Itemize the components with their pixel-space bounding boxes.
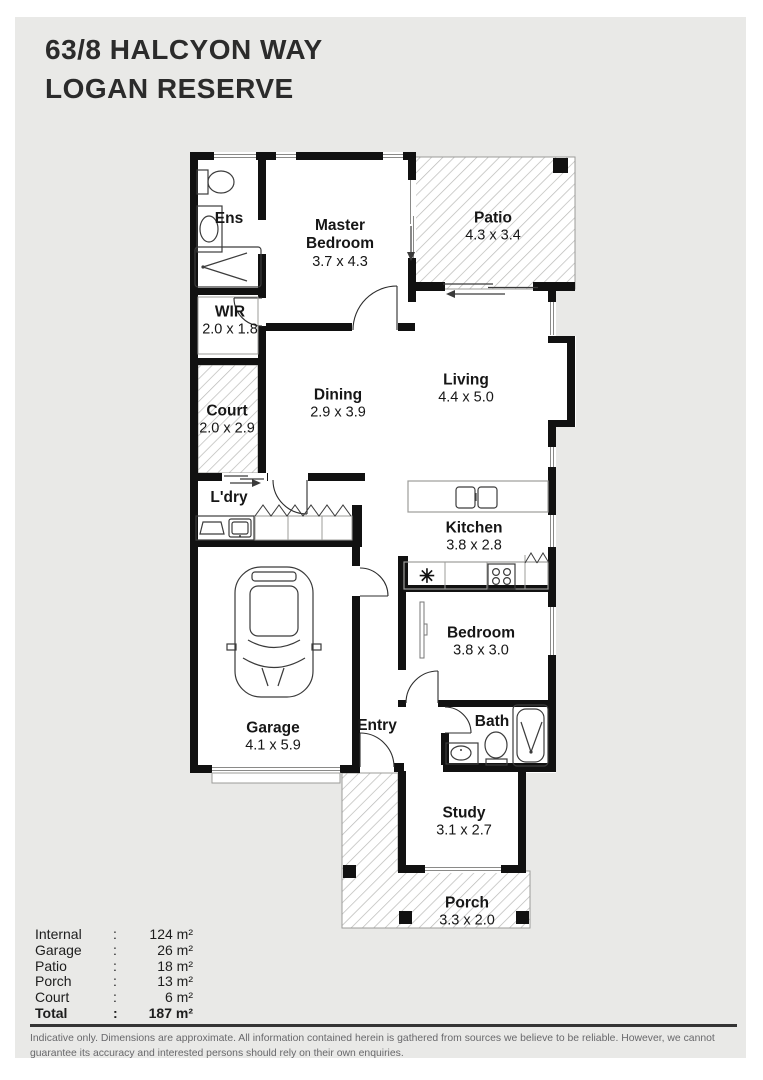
room-label-patio: Patio 4.3 x 3.4: [465, 209, 521, 244]
divider-line: [30, 1024, 737, 1027]
window: [548, 447, 556, 467]
disclaimer-text: Indicative only. Dimensions are approximate. All information contained herein is gathered from sources we believe to be reliable. However, we cannot guarantee its accuracy and interested persons should rely on their own enquiries.: [30, 1033, 715, 1059]
window: [548, 607, 556, 655]
garage-door: [212, 765, 340, 783]
room-label-entry: Entry: [357, 716, 397, 734]
area-row-porch: Porch : 13 m²: [35, 973, 193, 990]
area-row-patio: Patio : 18 m²: [35, 957, 193, 974]
room-label-garage: Garage 4.1 x 5.9: [245, 719, 301, 754]
area-row-internal: Internal : 124 m²: [35, 926, 193, 942]
address-line: 63/8 HALCYON WAY: [45, 34, 323, 65]
suburb-line: LOGAN RESERVE: [45, 73, 294, 104]
room-label-study: Study 3.1 x 2.7: [436, 804, 492, 839]
room-label-dining: Dining 2.9 x 3.9: [310, 386, 366, 421]
room-label-living: Living 4.4 x 5.0: [438, 371, 494, 406]
room-label-laundry: L'dry: [210, 488, 248, 506]
room-label-court: Court 2.0 x 2.9: [199, 402, 255, 437]
area-row-court: Court : 6 m²: [35, 989, 193, 1006]
pantry-symbol: ✳: [419, 566, 435, 588]
room-label-porch: Porch 3.3 x 2.0: [439, 894, 495, 929]
room-label-bath: Bath: [474, 712, 510, 730]
window: [548, 515, 556, 547]
window: [214, 152, 256, 160]
room-label-bedroom: Bedroom 3.8 x 3.0: [446, 624, 516, 659]
area-row-garage: Garage : 26 m²: [35, 941, 193, 958]
room-label-ens: Ens: [214, 209, 244, 227]
area-summary: [35, 927, 193, 1022]
window: [276, 152, 296, 160]
room-label-kitchen: Kitchen 3.8 x 2.8: [445, 519, 503, 554]
area-row-total: Total : 187 m²: [35, 1004, 193, 1021]
room-label-wir: WIR 2.0 x 1.8: [202, 303, 258, 338]
window: [383, 152, 403, 160]
sliding-door: [408, 180, 416, 258]
window: [425, 865, 501, 873]
window: [548, 302, 556, 335]
room-label-master-bedroom: Master Bedroom 3.7 x 4.3: [305, 217, 375, 270]
